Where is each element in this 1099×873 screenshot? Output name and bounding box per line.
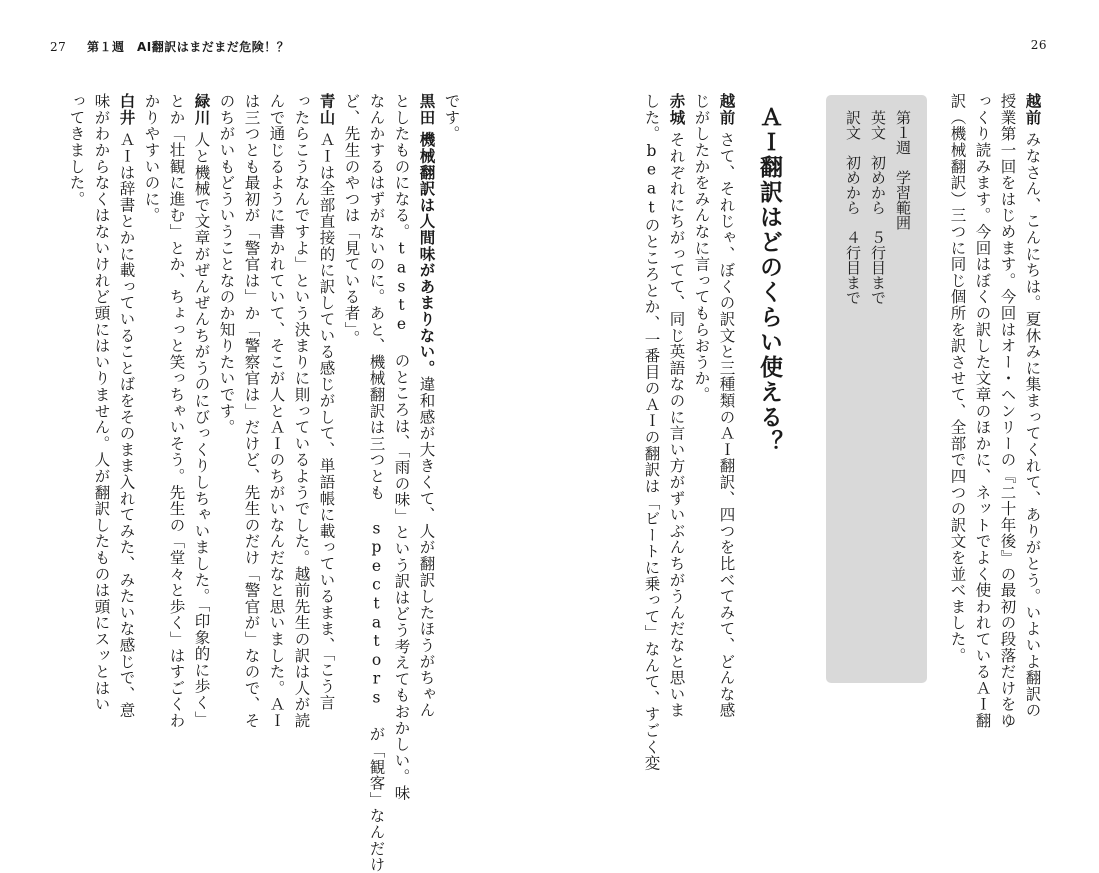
paragraph-text: みなさん、こんにちは。夏休みに集まってくれて、ありがとう。いよいよ翻訳の [1023, 131, 1042, 719]
speaker-name: 青山 [317, 93, 336, 126]
text-column: 訳（機械翻訳）三つに同じ個所を訳させて、全部で四つの訳文を並べました。 [948, 93, 967, 664]
text-column: とか「壮観に進む」とか、ちょっと笑っちゃいそう。先生の「堂々と歩く」はすごくわ [167, 93, 186, 729]
text-column: は三つとも最初が「警官は」か「警察官は」だけど、先生のだけ「警官が」なので、そ [242, 93, 261, 729]
speaker-name: 越前 [1023, 93, 1042, 126]
text-column: 授業第一回をはじめます。今回はオー・ヘンリーの『二十年後』の最初の段落だけをゆ [998, 93, 1017, 729]
paragraph-text: 違和感が大きくて、人が翻訳したほうがちゃん [417, 376, 436, 719]
speaker-name: 緑川 [192, 93, 211, 126]
speaker-name: 赤城 [667, 93, 686, 126]
speaker-name: 白井 [117, 93, 136, 126]
left-page-number: 27 [50, 40, 67, 54]
text-column: です。 [442, 93, 461, 142]
running-header-left [50, 38, 289, 55]
text-column: かりやすいのに。 [142, 93, 161, 224]
paragraph-text: ＡＩは辞書とかに載っていることばをそのまま入れてみた、みたいな感じで、意 [117, 131, 136, 719]
study-range-translation: 訳文 初めから ４行目まで [844, 110, 862, 305]
text-column: ったらこうなんですよ」という決まりに則っているようでした。越前先生の訳は人が読 [292, 93, 311, 729]
running-title: 第１週 AI翻訳はまだまだ危険！？ [86, 40, 290, 54]
text-column: としたものになる。taste のところは、「雨の味」という訳はどう考えてもおかしい。味 [392, 93, 411, 802]
emphasis-text: 機械翻訳は人間味があまりない。 [417, 131, 436, 377]
text-column: んで通じるように書かれていて、そこが人とＡＩのちがいなんだなと思いました。ＡＩ [267, 93, 286, 729]
paragraph-text: 人と機械で文章がぜんぜんちがうのにびっくりしちゃいました。「印象的に歩く」 [192, 131, 211, 727]
speaker-name: 越前 [717, 93, 736, 126]
text-column: じがしたかをみんなに言ってもらおうか。 [692, 93, 711, 403]
text-column: した。beatのところとか、一番目のＡＩの翻訳は「ビートに乗って」なんて、すごく変 [642, 93, 661, 772]
text-column [1024, 93, 1040, 718]
text-column [318, 93, 334, 711]
text-column [118, 93, 134, 718]
paragraph-text: それぞれにちがってて、同じ英語なのに言い方がずいぶんちがうんだなと思いま [667, 131, 686, 719]
speaker-name: 黒田 [417, 93, 436, 126]
text-column [418, 93, 434, 718]
text-column [718, 93, 734, 718]
text-column: のちがいもどういうことなのか知りたいです。 [217, 93, 236, 436]
study-range-english: 英文 初めから ５行目まで [869, 110, 887, 305]
text-column: ってきました。 [67, 93, 86, 208]
right-page-number: 26 [1030, 38, 1047, 52]
paragraph-text: さて、それじゃ、ぼくの訳文と三種類のＡＩ翻訳、四つを比べてみて、どんな感 [717, 131, 736, 719]
text-column: なんかするはずがないのに。あと、機械翻訳は三つとも spectators が「観客」なんだけ [367, 93, 386, 873]
text-column: っくり読みます。今回はぼくの訳した文章のほかに、ネットでよく使われているＡＩ翻 [973, 93, 992, 729]
text-column [668, 93, 684, 718]
study-range-heading: 第１週 学習範囲 [894, 110, 912, 230]
text-column [193, 93, 209, 727]
text-column: ど、先生のやつは「見ている者」。 [342, 93, 361, 347]
paragraph-text: ＡＩは全部直接的に訳している感じがして、単語帳に載っているまま、「こう言 [317, 131, 336, 711]
text-column: 味がわからなくはないけれど頭にはいりません。人が翻訳したものは頭にスッとはい [92, 93, 111, 713]
section-title: ＡＩ翻訳はどのくらい使える？ [756, 105, 782, 455]
